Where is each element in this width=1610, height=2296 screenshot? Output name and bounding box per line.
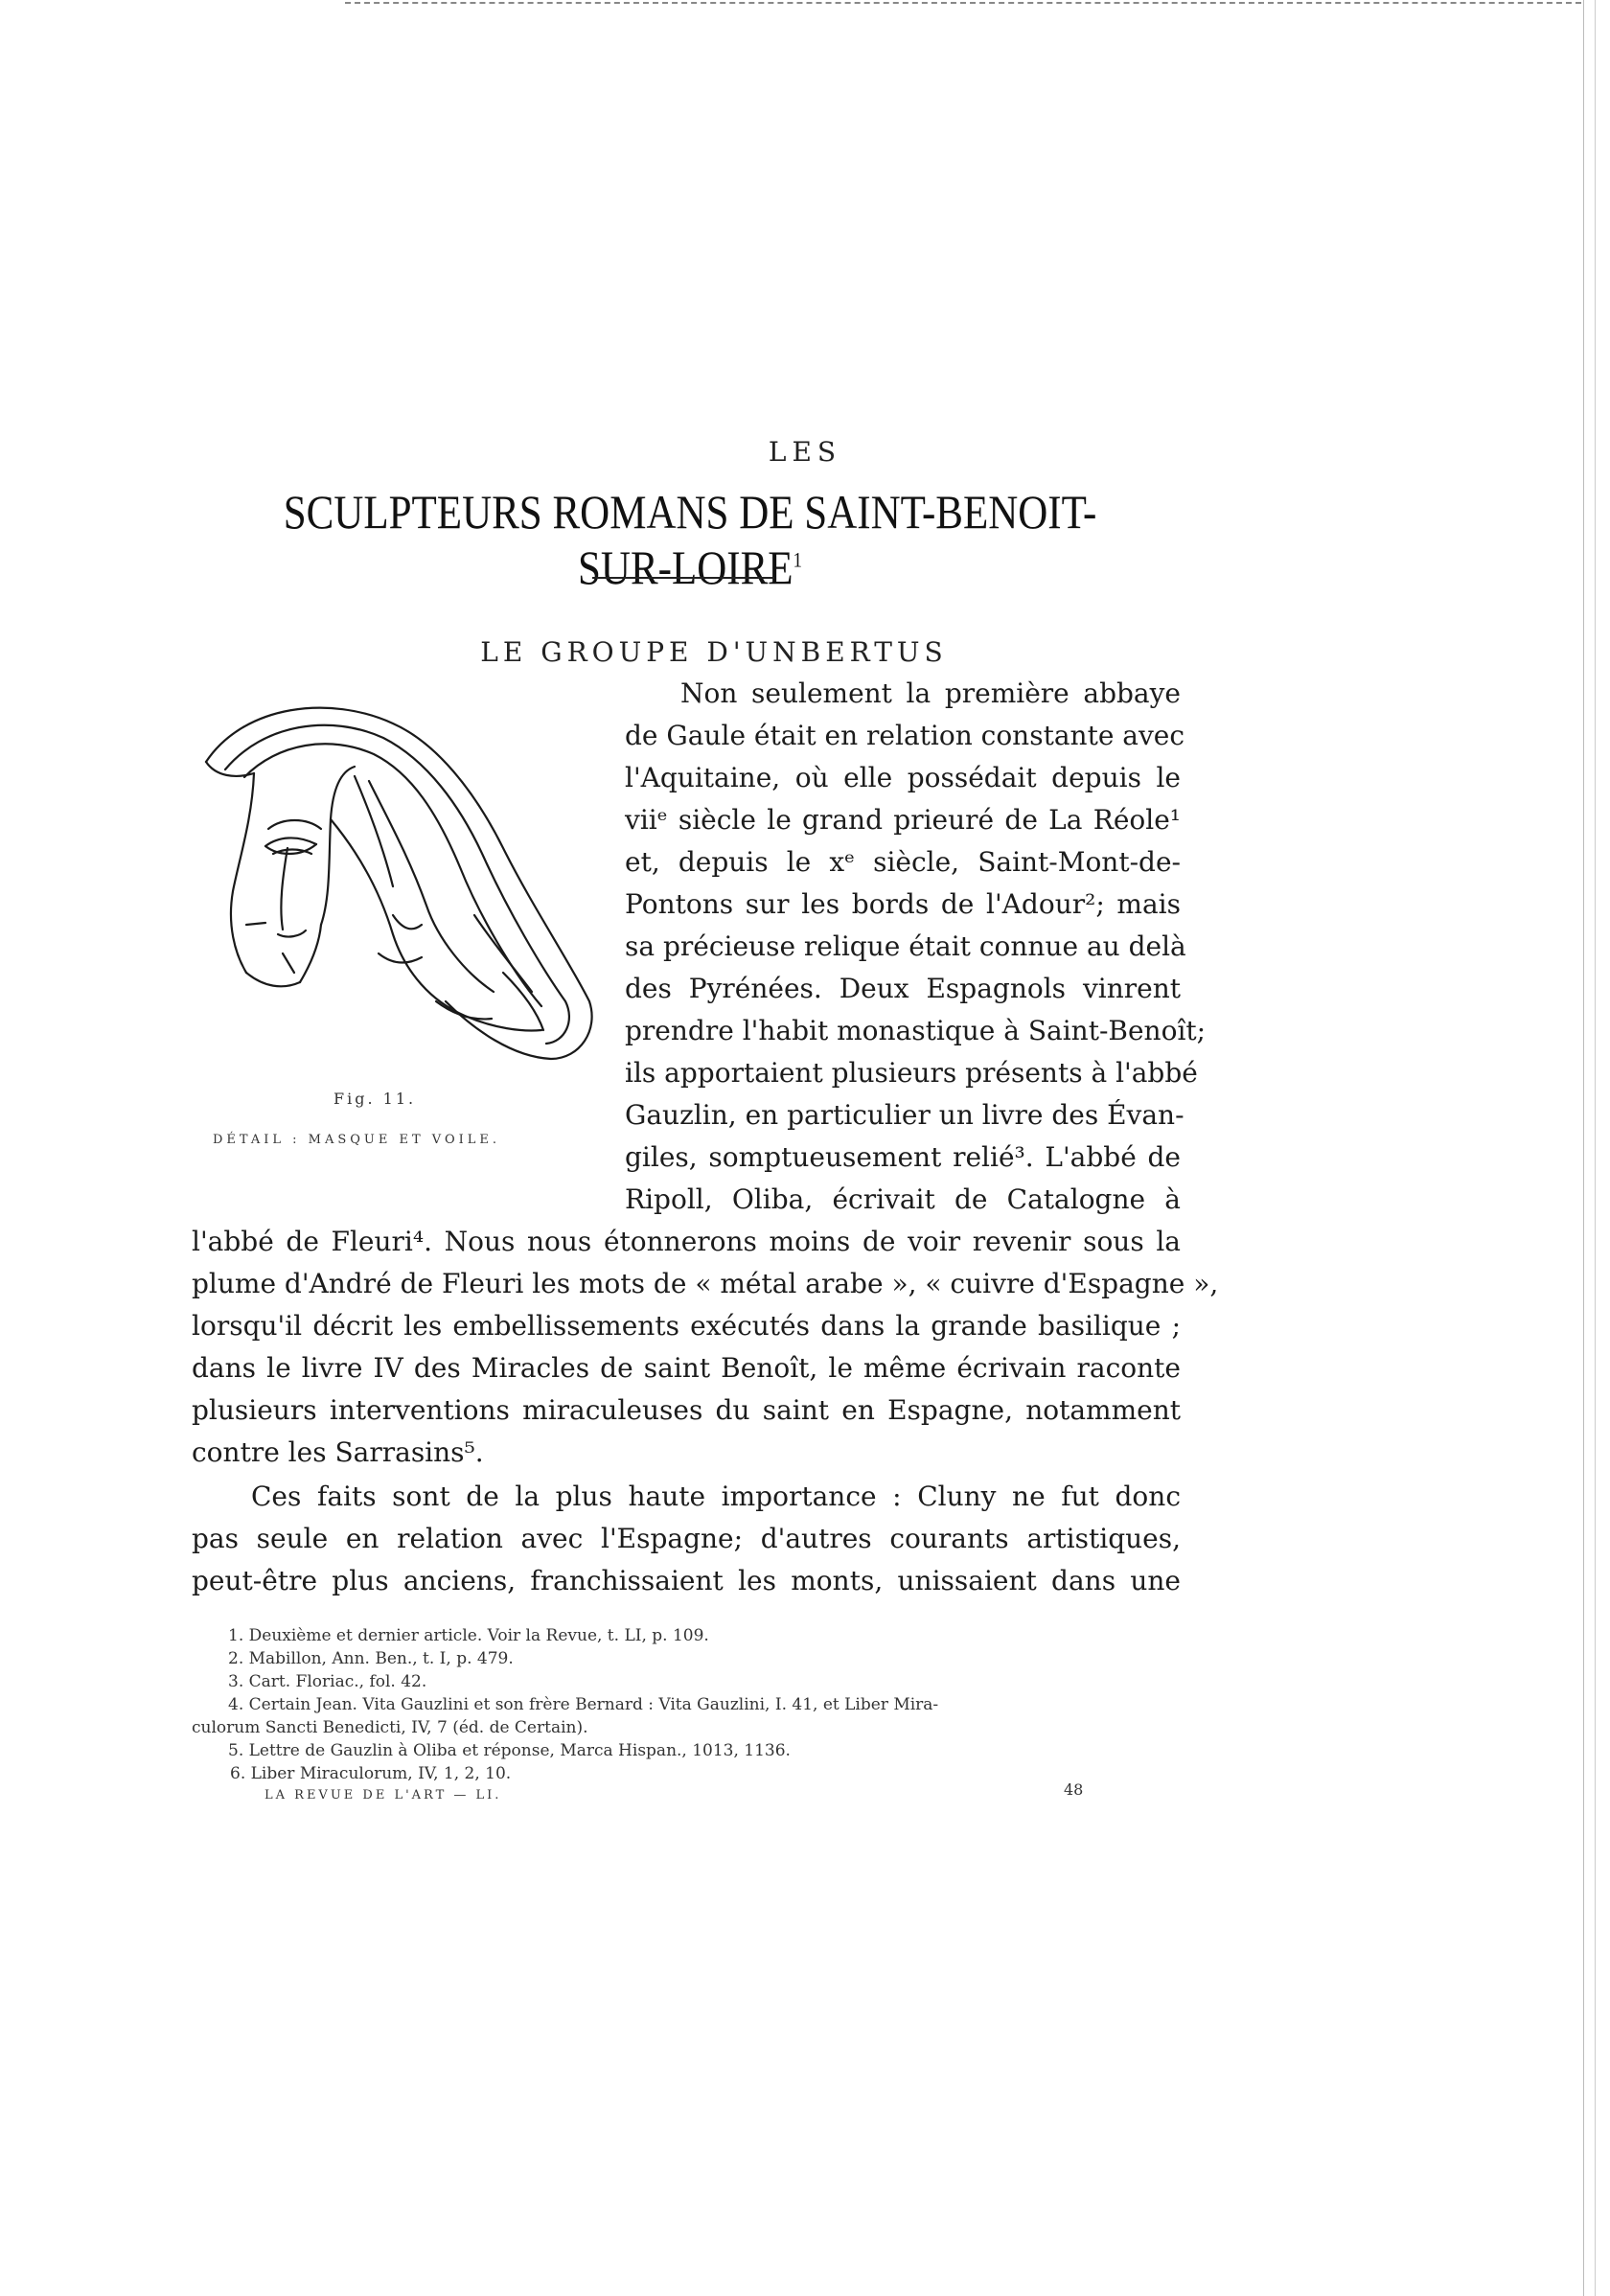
column-text-line: l'Aquitaine, où elle possédait depuis le	[625, 762, 1181, 793]
body-text-line: pas seule en relation avec l'Espagne; d'autres courants artistiques,	[192, 1523, 1181, 1554]
body-text-line: contre les Sarrasins⁵.	[192, 1436, 484, 1468]
body-text-line: plume d'André de Fleuri les mots de « métal arabe », « cuivre d'Espagne »,	[192, 1268, 1219, 1299]
page-title: SCULPTEURS ROMANS DE SAINT-BENOIT-SUR-LOIRE$^1$	[283, 485, 1097, 594]
right-edge-line-outer	[1595, 0, 1596, 2296]
column-text-line: et, depuis le xᵉ siècle, Saint-Mont-de-	[625, 846, 1181, 878]
body-text-line: lorsqu'il décrit les embellissements exécutés dans la grande basilique ;	[192, 1310, 1181, 1342]
figure-number: Fig. 11.	[334, 1090, 417, 1108]
footnote: 1. Deuxième et dernier article. Voir la Revue, t. LI, p. 109.	[228, 1626, 709, 1645]
footnote: 2. Mabillon, Ann. Ben., t. I, p. 479.	[228, 1649, 514, 1668]
column-text-line: Gauzlin, en particulier un livre des Évan-	[625, 1099, 1184, 1131]
column-text-line: viiᵉ siècle le grand prieuré de La Réole¹	[625, 804, 1181, 836]
column-text-line: ils apportaient plusieurs présents à l'abbé	[625, 1057, 1198, 1089]
column-text-line: Non seulement la première abbaye	[680, 677, 1181, 709]
body-text-line: peut-être plus anciens, franchissaient les monts, unissaient dans une	[192, 1565, 1181, 1596]
footnote: culorum Sancti Benedicti, IV, 7 (éd. de Certain).	[192, 1718, 588, 1737]
footnote: 3. Cart. Floriac., fol. 42.	[228, 1672, 427, 1691]
body-text-line: dans le livre IV des Miracles de saint Benoît, le même écrivain raconte	[192, 1352, 1181, 1384]
pre-title: LES	[768, 436, 842, 468]
column-text-line: prendre l'habit monastique à Saint-Benoît;	[625, 1015, 1207, 1046]
column-text-line: des Pyrénées. Deux Espagnols vinrent	[625, 973, 1181, 1004]
body-text-line: Ces faits sont de la plus haute importance : Cluny ne fut donc	[251, 1481, 1181, 1512]
column-text-line: giles, somptueusement relié³. L'abbé de	[625, 1141, 1181, 1173]
figure-mask-veil	[187, 685, 609, 1088]
running-footer: LA REVUE DE L'ART — LI.	[264, 1788, 502, 1802]
column-text-line: Ripoll, Oliba, écrivait de Catalogne à	[625, 1183, 1181, 1215]
column-text-line: sa précieuse relique était connue au delà	[625, 930, 1186, 962]
column-text-line: Pontons sur les bords de l'Adour²; mais	[625, 888, 1181, 920]
figure-caption: DÉTAIL : MASQUE ET VOILE.	[213, 1133, 501, 1147]
body-text-line: plusieurs interventions miraculeuses du saint en Espagne, notamment	[192, 1394, 1181, 1426]
top-scan-rule	[345, 2, 1581, 4]
body-text-line: l'abbé de Fleuri⁴. Nous nous étonnerons moins de voir revenir sous la	[192, 1226, 1181, 1257]
right-edge-line	[1583, 0, 1584, 2296]
footnote: 4. Certain Jean. Vita Gauzlini et son frère Bernard : Vita Gauzlini, I. 41, et Liber Mira-	[228, 1695, 939, 1714]
section-heading: LE GROUPE D'UNBERTUS	[480, 636, 948, 668]
title-rule	[592, 577, 774, 579]
footnote: 6. Liber Miraculorum, IV, 1, 2, 10.	[230, 1764, 512, 1783]
page-number: 48	[1064, 1780, 1084, 1799]
footnote: 5. Lettre de Gauzlin à Oliba et réponse, Marca Hispan., 1013, 1136.	[228, 1741, 791, 1760]
column-text-line: de Gaule était en relation constante avec	[625, 720, 1185, 751]
